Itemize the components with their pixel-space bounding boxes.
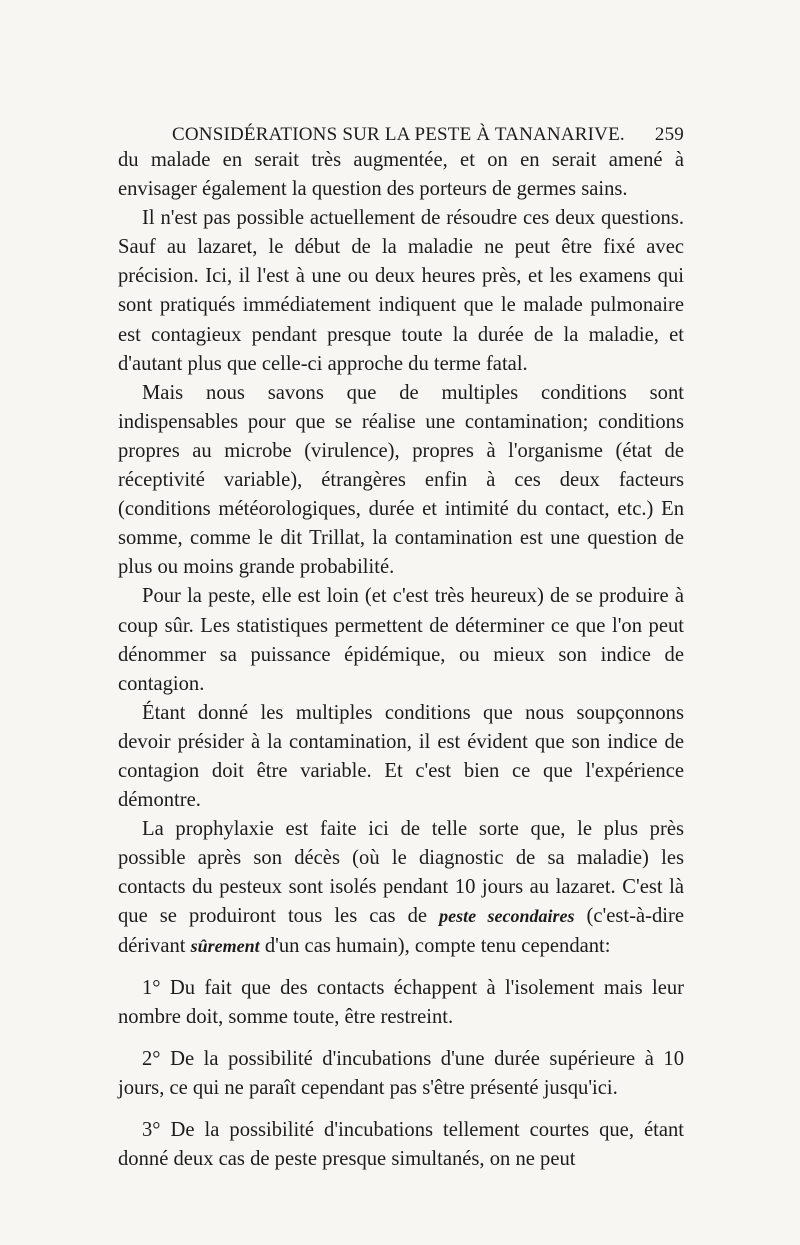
emphasis: sûrement	[190, 935, 260, 956]
running-title: CONSIDÉRATIONS SUR LA PESTE À TANANARIVE.	[172, 124, 625, 145]
paragraph: Étant donné les multiples conditions que nous soupçonnons devoir présider à la contamination, il est évident que son indice de contagion doit être variable. Et c'est bien ce que l'expérience démontre.	[118, 701, 684, 812]
text-run: La prophylaxie est faite ici de telle sorte que, le plus près possible après son décès (où le diagnostic de sa maladie) les contacts du pesteux sont isolés pendant 10 jours au lazaret. C'est là que se produiront tous les cas de	[118, 818, 684, 928]
list-item: 1° Du fait que des contacts échappent à l'isolement mais leur nombre doit, somme toute, être restreint.	[118, 976, 684, 1028]
paragraph: Il n'est pas possible actuellement de résoudre ces deux questions. Sauf au lazaret, le début de la maladie ne peut être fixé avec précision. Ici, il l'est à une ou deux heures près, et les examens qui sont pratiqués immédiatement indiquent que le malade pulmonaire est contagieux pendant presque toute la durée de la maladie, et d'autant plus que celle-ci approche du terme fatal.	[118, 207, 684, 375]
text-run: d'un cas humain), compte tenu cependant:	[264, 934, 611, 957]
page-number: 259	[654, 124, 684, 145]
paragraph-continued: du malade en serait très augmentée, et on en serait amené à envisager également la question des porteurs de germes sains.	[118, 149, 684, 201]
text-run: (c'est-à-dire dérivant	[118, 905, 684, 957]
paragraph: Mais nous savons que de multiples conditions sont indispensables pour que se réalise une contamination; conditions propres au microbe (virulence), propres à l'organisme (état de réceptivité variable), étrangères enfin à ces deux facteurs (conditions météorologiques, durée et intimité du contact, etc.) En somme, comme le dit Trillat, la contamination est une question de plus ou moins grande probabilité.	[118, 381, 684, 579]
emphasis: peste secondaires	[439, 906, 575, 927]
list-item: 3° De la possibilité d'incubations tellement courtes que, étant donné deux cas de peste presque simultanés, on ne peut	[118, 1119, 684, 1171]
list-item: 2° De la possibilité d'incubations d'une durée supérieure à 10 jours, ce qui ne paraît cependant pas s'être présenté jusqu'ici.	[118, 1047, 684, 1099]
paragraph: Pour la peste, elle est loin (et c'est très heureux) de se produire à coup sûr. Les statistiques permettent de déterminer ce que l'on peut dénommer sa puissance épidémique, ou mieux son indice de contagion.	[118, 585, 684, 695]
book-page	[118, 0, 684, 1245]
page-body	[118, 146, 684, 1174]
paragraph	[118, 815, 684, 960]
